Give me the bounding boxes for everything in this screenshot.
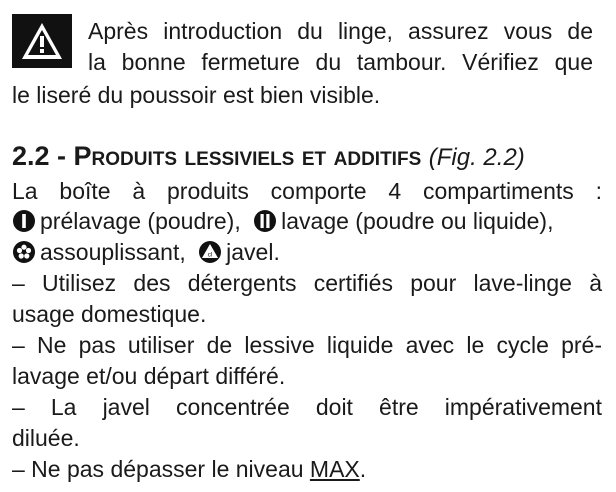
- warning-text-line-2: la bonne fermeture du tambour. Vérifiez que: [88, 49, 593, 75]
- softener-compartment-icon: [12, 240, 36, 264]
- compartments-line-1: [12, 206, 602, 236]
- wash-label: lavage (poudre ou liquide),: [281, 208, 554, 234]
- bleach-compartment-icon: [198, 240, 222, 264]
- bullet-3-line-2: diluée.: [12, 425, 80, 451]
- intro-line: La boîte à produits comporte 4 compartiments :: [12, 178, 602, 204]
- bullet-2-line-1: – Ne pas utiliser de lessive liquide avec le cycle pré-: [12, 332, 602, 358]
- warning-triangle-icon: [12, 14, 72, 68]
- prewash-compartment-icon: [12, 209, 36, 233]
- warning-text-line-1: Après introduction du linge, assurez vous de: [88, 18, 593, 44]
- bullet-4-suffix: .: [359, 456, 367, 482]
- bullet-2-line-2: lavage et/ou départ différé.: [12, 363, 286, 389]
- warning-text-line-3: le liseré du poussoir est bien visible.: [12, 82, 381, 108]
- softener-label: assouplissant,: [40, 239, 186, 265]
- section-title: Produits lessiviels et additifs: [73, 141, 422, 171]
- bullet-3-line-1: – La javel concentrée doit être impérativement: [12, 394, 602, 420]
- wash-compartment-icon: [253, 209, 277, 233]
- bullet-4-line: [12, 454, 602, 484]
- section-heading: [12, 140, 525, 174]
- svg-text:cl: cl: [207, 251, 213, 259]
- bullet-1-line-2: usage domestique.: [12, 301, 207, 327]
- max-level-label: MAX: [309, 456, 360, 482]
- section-number: 2.2 -: [12, 141, 74, 171]
- compartments-line-2: [12, 237, 602, 267]
- prewash-label: prélavage (poudre),: [40, 208, 241, 234]
- bullet-4-prefix: – Ne pas dépasser le niveau: [12, 456, 310, 482]
- bullet-1-line-1: – Utilisez des détergents certifiés pour lave-linge à: [12, 270, 602, 296]
- bleach-label: javel.: [226, 239, 280, 265]
- figure-reference: (Fig. 2.2): [428, 144, 525, 171]
